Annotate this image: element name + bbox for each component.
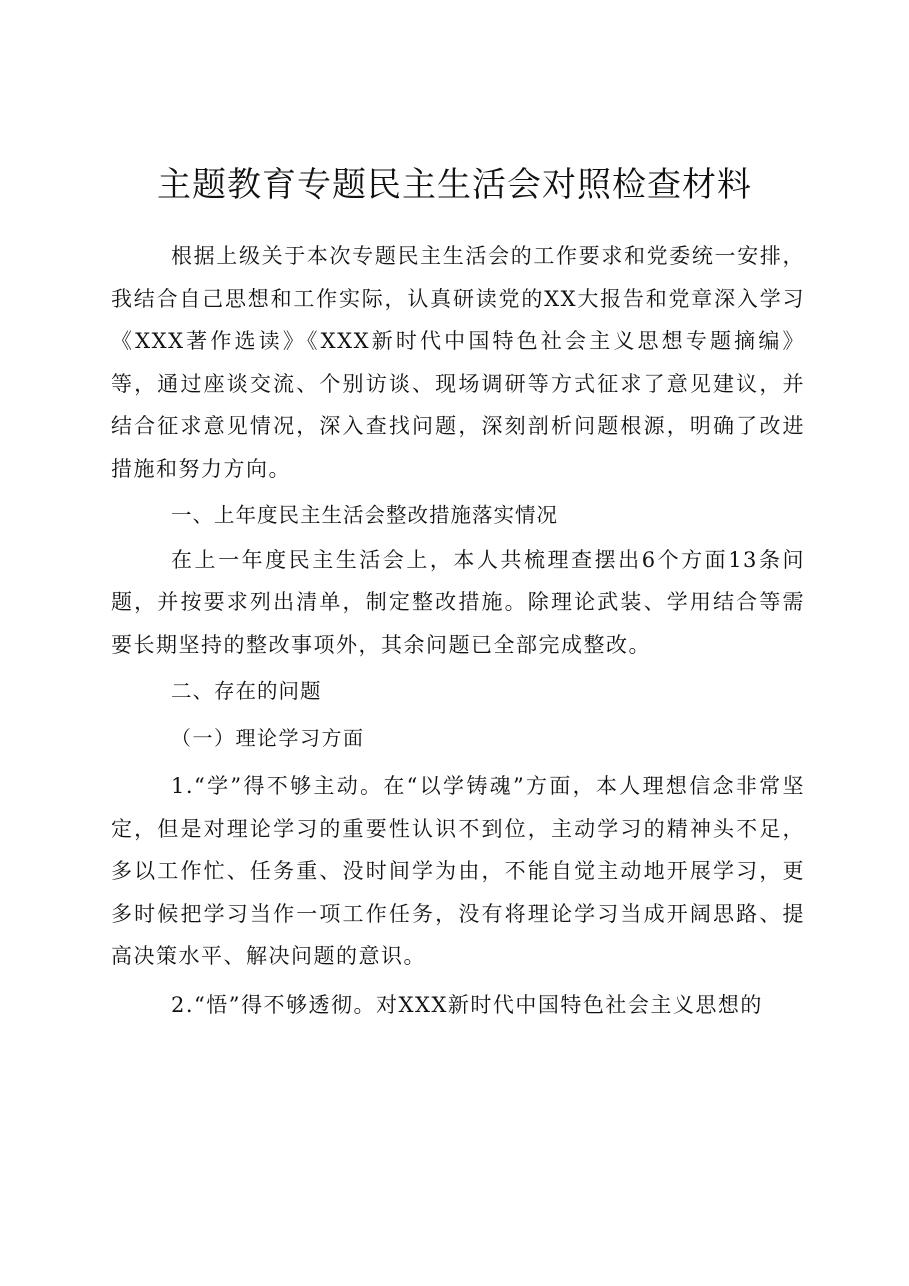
section-2-heading: 二、存在的问题 <box>171 679 322 703</box>
problem-item-2: 2.“悟”得不够透彻。对XXX新时代中国特色社会主义思想的 <box>171 992 763 1017</box>
section-1-heading: 一、上年度民主生活会整改措施落实情况 <box>171 503 558 527</box>
document-body <box>111 235 805 1026</box>
problem-item-1: 1.“学”得不够主动。在“以学铸魂”方面，本人理想信念非常坚定，但是对理论学习的重要性认识不到位，主动学习的精神头不足，多以工作忙、任务重、没时间学为由，不能自觉主动地开展学习，更多时候把学习当作一项工作任务，没有将理论学习当成开阔思路、提高决策水平、解决问题的意识。 <box>111 774 805 968</box>
intro-paragraph: 根据上级关于本次专题民主生活会的工作要求和党委统一安排，我结合自己思想和工作实际，认真研读党的XX大报告和党章深入学习《XXX著作选读》《XXX新时代中国特色社会主义思想专题摘编》等，通过座谈交流、个别访谈、现场调研等方式征求了意见建议，并结合征求意见情况，深入查找问题，深刻剖析问题根源，明确了改进措施和努力方向。 <box>111 244 805 481</box>
section-1-paragraph: 在上一年度民主生活会上，本人共梳理查摆出6个方面13条问题，并按要求列出清单，制定整改措施。除理论武装、学用结合等需要长期坚持的整改事项外，其余问题已全部完成整改。 <box>111 547 805 657</box>
document-title: 主题教育专题民主生活会对照检查材料 <box>157 165 752 205</box>
subsection-1-heading: （一）理论学习方面 <box>171 725 365 750</box>
